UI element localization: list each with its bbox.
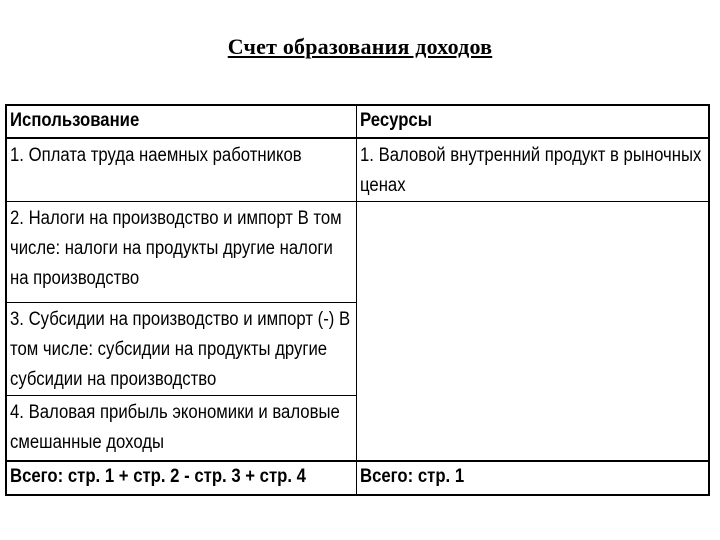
resources-header-cell	[356, 105, 709, 138]
resources-total: Всего: стр. 1	[359, 466, 464, 487]
uses-cell-2	[6, 202, 356, 303]
uses-total: Всего: стр. 1 + стр. 2 - стр. 3 + стр. 4	[10, 466, 306, 487]
uses-item-1: 1. Оплата труда наемных работников	[10, 145, 302, 166]
table-total-row	[6, 461, 709, 495]
table-row	[6, 138, 709, 202]
uses-cell-3	[6, 303, 356, 396]
uses-cell-4	[6, 396, 356, 462]
resources-empty-cell	[356, 202, 709, 462]
uses-item-2: 2. Налоги на производство и импорт В том числе: налоги на продукты другие налоги на производство	[10, 208, 342, 289]
resources-header: Ресурсы	[359, 110, 432, 131]
uses-item-3: 3. Субсидии на производство и импорт (-) В том числе: субсидии на продукты другие субсидии на производство	[10, 309, 351, 390]
uses-cell-1	[6, 138, 356, 202]
uses-header-cell	[6, 105, 356, 138]
uses-header: Использование	[10, 110, 140, 131]
uses-item-4: 4. Валовая прибыль экономики и валовые смешанные доходы	[10, 402, 340, 453]
uses-total-cell	[6, 461, 356, 495]
resources-cell-1	[356, 138, 709, 202]
table-row	[6, 202, 709, 303]
resources-total-cell	[356, 461, 709, 495]
page-title: Счет образования доходов	[227, 34, 493, 59]
table-header-row	[6, 105, 709, 138]
resources-item-1: 1. Валовой внутренний продукт в рыночных ценах	[359, 145, 701, 196]
income-generation-account-table	[5, 104, 710, 496]
